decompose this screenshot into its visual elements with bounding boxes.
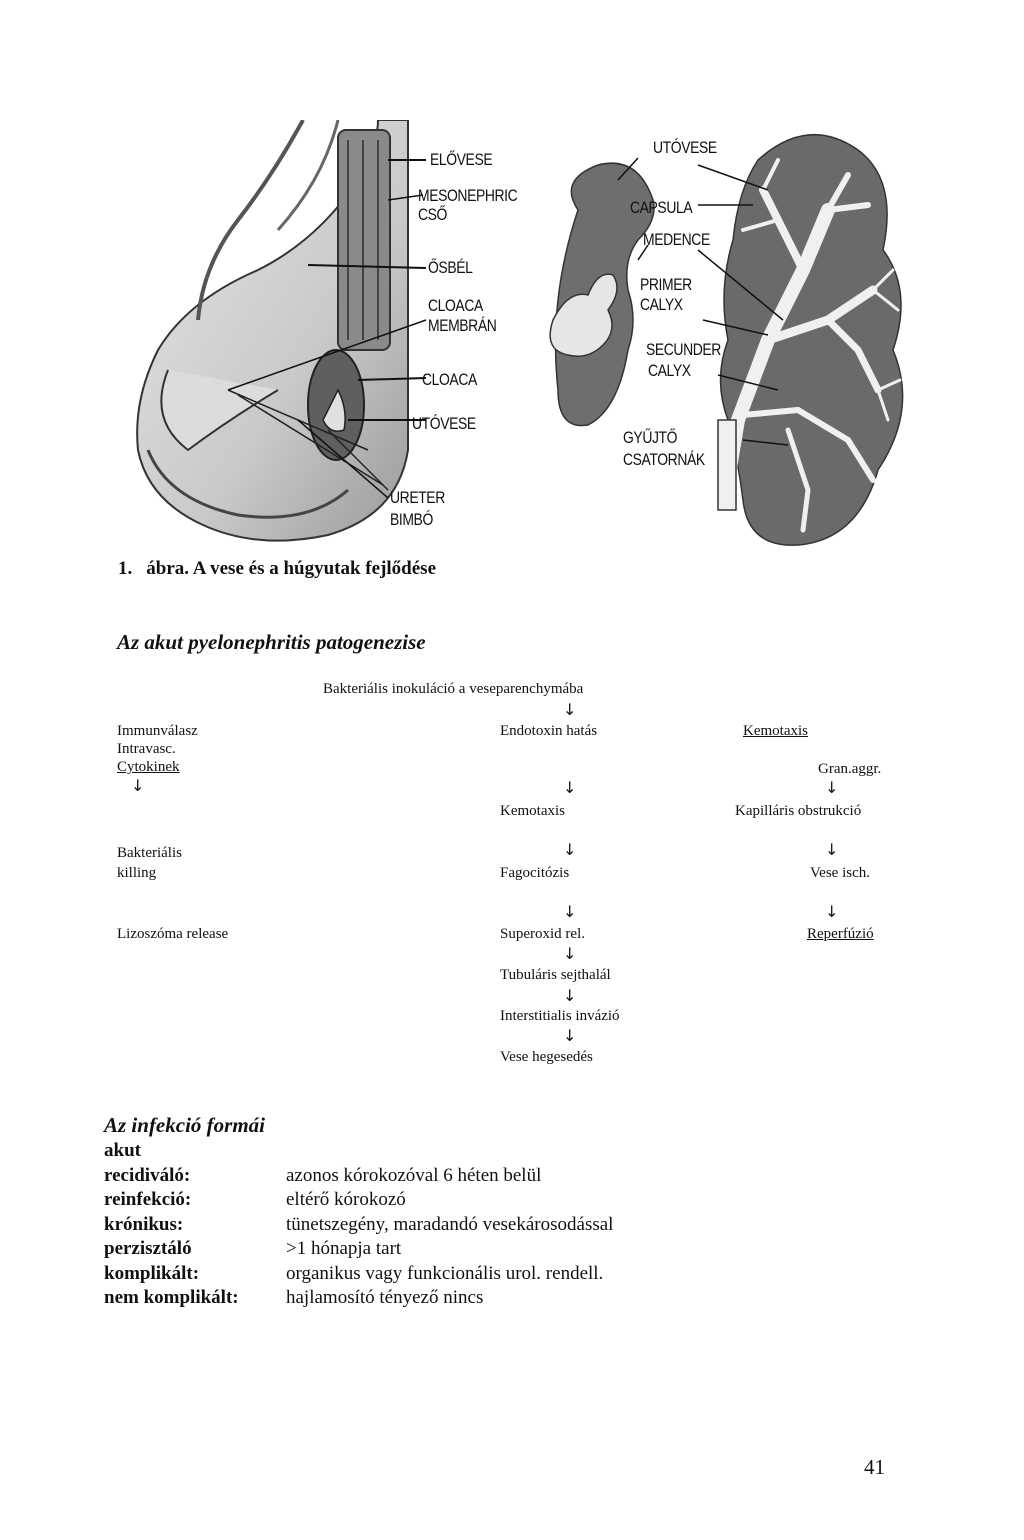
arrow-right-3: ↓ — [825, 902, 839, 921]
label-medence: MEDENCE — [643, 230, 710, 249]
figure-caption-number: 1. — [118, 558, 133, 579]
forms-key: nem komplikált: — [104, 1287, 239, 1308]
flow-top: Bakteriális inokuláció a veseparenchymába — [323, 681, 584, 697]
label-osbel: ŐSBÉL — [428, 258, 473, 277]
flow-right-vese-isch: Vese isch. — [810, 865, 870, 881]
forms-row — [104, 1286, 613, 1311]
arrow-left-1: ↓ — [131, 776, 145, 795]
arrow-center-5: ↓ — [563, 986, 577, 1005]
label-secunder-2: CALYX — [648, 361, 691, 380]
forms-value: organikus vagy funkcionális urol. rendell. — [286, 1262, 604, 1284]
arrow-center-6: ↓ — [563, 1026, 577, 1045]
forms-key: krónikus: — [104, 1213, 184, 1235]
flow-center-tubularis: Tubuláris sejthalál — [500, 967, 611, 983]
forms-key: akut — [104, 1140, 141, 1161]
arrow-center-1: ↓ — [563, 778, 577, 797]
forms-row — [104, 1213, 613, 1238]
forms-key: komplikált: — [104, 1262, 200, 1284]
label-elovese: ELŐVESE — [430, 150, 493, 169]
flow-left-bakterialis: Bakteriális — [117, 845, 182, 861]
arrow-right-2: ↓ — [825, 840, 839, 859]
flow-left-intravasc: Intravasc. — [117, 741, 176, 757]
label-ureter-1: URETER — [390, 488, 445, 507]
arrow-center-2: ↓ — [563, 840, 577, 859]
label-primer-1: PRIMER — [640, 275, 692, 294]
flow-right-gran-aggr: Gran.aggr. — [818, 761, 882, 777]
label-mesonephric: MESONEPHRIC — [418, 186, 518, 205]
embryo-diagram — [108, 120, 528, 550]
figure-caption — [118, 558, 450, 580]
forms-row — [104, 1188, 613, 1213]
forms-row — [104, 1164, 613, 1189]
label-utovese-right: UTÓVESE — [653, 138, 717, 157]
label-cloaca: CLOACA — [422, 370, 477, 389]
forms-key: perzisztáló — [104, 1238, 192, 1259]
flow-left-cytokinek: Cytokinek — [117, 759, 180, 775]
flow-left-immunvalasz: Immunválasz — [117, 723, 198, 739]
figure-caption-text: ábra. A vese és a húgyutak fejlődése — [146, 558, 436, 579]
flow-right-kemotaxis: Kemotaxis — [743, 723, 808, 739]
label-capsula: CAPSULA — [630, 198, 693, 217]
flow-center-superoxid: Superoxid rel. — [500, 926, 585, 942]
label-cloaca-membran-2: MEMBRÁN — [428, 316, 497, 335]
forms-row — [104, 1237, 613, 1262]
label-primer-2: CALYX — [640, 295, 683, 314]
flow-center-endotoxin: Endotoxin hatás — [500, 723, 598, 739]
label-gyujto-2: CSATORNÁK — [623, 450, 705, 469]
label-secunder-1: SECUNDER — [646, 340, 721, 359]
forms-value: eltérő kórokozó — [286, 1189, 406, 1210]
kidney-diagram — [528, 120, 918, 560]
forms-key: recidiváló: — [104, 1164, 191, 1186]
forms-value: hajlamosító tényező nincs — [286, 1287, 484, 1308]
label-gyujto-1: GYŰJTŐ — [623, 428, 678, 447]
forms-title: Az infekció formái — [104, 1113, 265, 1137]
flow-center-interstitialis: Interstitialis invázió — [500, 1008, 620, 1024]
label-ureter-2: BIMBÓ — [390, 510, 433, 529]
label-utovese-left: UTÓVESE — [412, 414, 476, 433]
arrow-top: ↓ — [563, 700, 577, 719]
flow-right-reperfuzio: Reperfúzió — [807, 926, 874, 942]
flow-left-lizoszoma: Lizoszóma release — [117, 926, 229, 942]
pathogenesis-title: Az akut pyelonephritis patogenezise — [117, 630, 426, 654]
label-cloaca-membran-1: CLOACA — [428, 296, 483, 315]
forms-list — [104, 1139, 613, 1311]
embryology-figure — [108, 120, 916, 560]
flow-left-killing: killing — [117, 865, 157, 881]
forms-row — [104, 1262, 613, 1287]
flow-center-fagocitozis: Fagocitózis — [500, 865, 570, 881]
arrow-right-1: ↓ — [825, 778, 839, 797]
label-cso: CSŐ — [418, 205, 447, 224]
forms-row — [104, 1139, 613, 1164]
forms-value: tünetszegény, maradandó vesekárosodással — [286, 1213, 614, 1235]
flow-center-hegesedes: Vese hegesedés — [500, 1049, 593, 1065]
flow-center-kemotaxis: Kemotaxis — [500, 803, 565, 819]
forms-value: >1 hónapja tart — [286, 1238, 402, 1259]
arrow-center-4: ↓ — [563, 944, 577, 963]
forms-value: azonos kórokozóval 6 héten belül — [286, 1164, 542, 1186]
arrow-center-3: ↓ — [563, 902, 577, 921]
flow-right-kapillaris: Kapilláris obstrukció — [735, 803, 862, 819]
forms-key: reinfekció: — [104, 1189, 192, 1210]
page-number: 41 — [864, 1455, 885, 1479]
